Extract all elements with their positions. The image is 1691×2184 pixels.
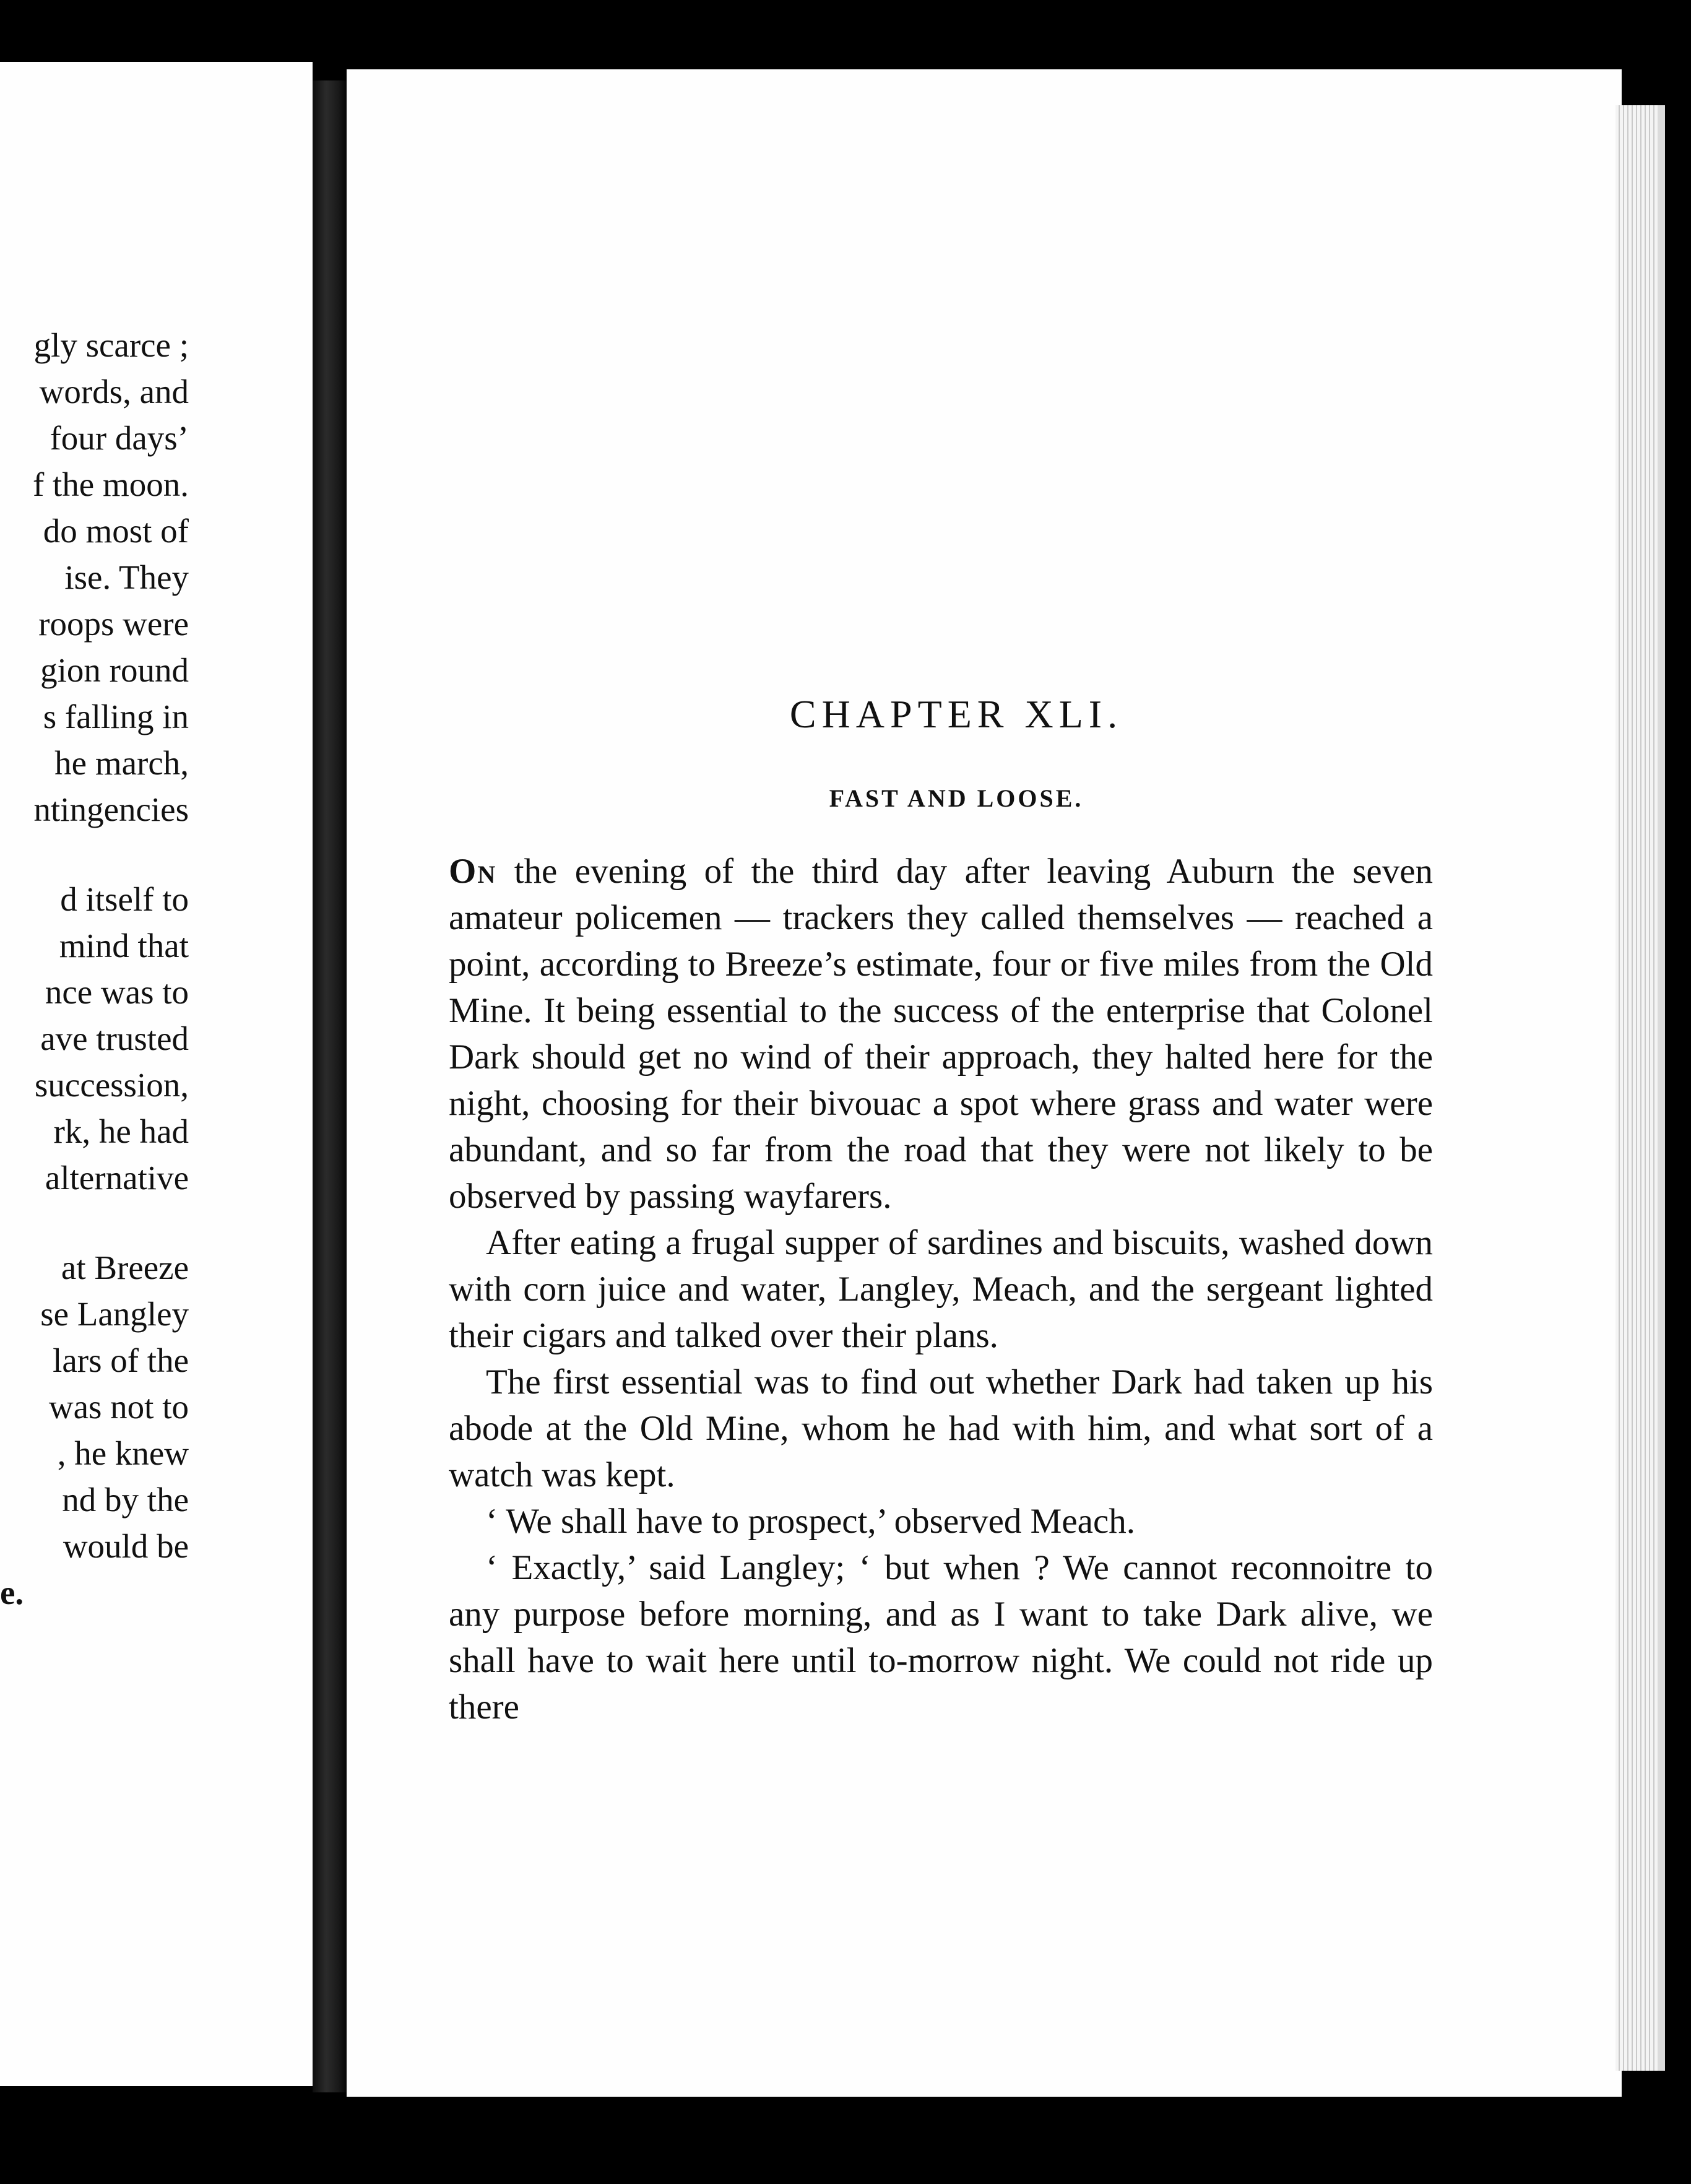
left-line: se Langley (40, 1295, 189, 1333)
chapter-body (449, 848, 1433, 1730)
left-line: at Breeze (61, 1249, 189, 1286)
paragraph (449, 848, 1433, 1220)
paragraph: ‘ We shall have to prospect,’ observed Meach. (486, 1502, 1136, 1541)
left-line: nd by the (62, 1481, 189, 1519)
chapter-title: CHAPTER XLI. (789, 692, 1123, 736)
paragraph-text: the evening of the third day after leaving Auburn the seven amateur policemen — trackers they called themselves — reached a point, according to Breeze’s estimate, four or five miles from the Old Mine. It being essential to the success of the enterprise that Colonel Dark should get no wind of their approach, they halted here for the night, choosing for their bivouac a spot where grass and water were abundant, and so far from the road that they were not likely to be observed by passing wayfarers. (449, 852, 1433, 1216)
left-line: ntingencies (33, 791, 189, 828)
left-line: do most of (43, 512, 189, 550)
left-line: four days’ (50, 419, 189, 457)
left-line: was not to (48, 1388, 189, 1426)
left-line: lars of the (53, 1341, 189, 1379)
left-line: he march, (54, 744, 189, 782)
left-line: would be (63, 1527, 189, 1565)
paragraph: The first essential was to find out whether Dark had taken up his abode at the Old Mine, whom he had with him, and what sort of a watch was kept. (449, 1363, 1433, 1494)
left-line: ave trusted (40, 1020, 189, 1057)
left-line: e. (0, 1574, 24, 1611)
left-line: mind that (59, 927, 189, 964)
left-line: ise. They (64, 558, 189, 596)
chapter-subtitle: FAST AND LOOSE. (829, 784, 1084, 812)
left-line: s falling in (43, 698, 189, 735)
left-line: alternative (45, 1159, 189, 1197)
book-gutter (313, 80, 347, 2092)
left-line: gly scarce ; (33, 326, 189, 364)
left-line: d itself to (60, 880, 189, 918)
left-line: rk, he had (53, 1112, 189, 1150)
left-line: nce was to (45, 973, 189, 1011)
left-facing-page (0, 62, 313, 2086)
left-line: words, and (39, 373, 189, 410)
left-line: succession, (35, 1066, 189, 1104)
left-line: gion round (40, 651, 189, 689)
left-line: f the moon. (32, 466, 189, 503)
paragraph: After eating a frugal supper of sardines and biscuits, washed down with corn juice and water, Langley, Meach, and the sergeant lighted their cigars and talked over their plans. (449, 1223, 1433, 1355)
left-line: roops were (38, 605, 189, 643)
paragraph: ‘ Exactly,’ said Langley; ‘ but when ? We cannot reconnoitre to any purpose before morning, and as I want to take Dark alive, we shall have to wait here until to-morrow night. We could not ride up there (449, 1548, 1433, 1727)
left-line: , he knew (57, 1434, 189, 1472)
page-edge-stack (1615, 105, 1665, 2071)
drop-cap-word: On (449, 852, 497, 891)
